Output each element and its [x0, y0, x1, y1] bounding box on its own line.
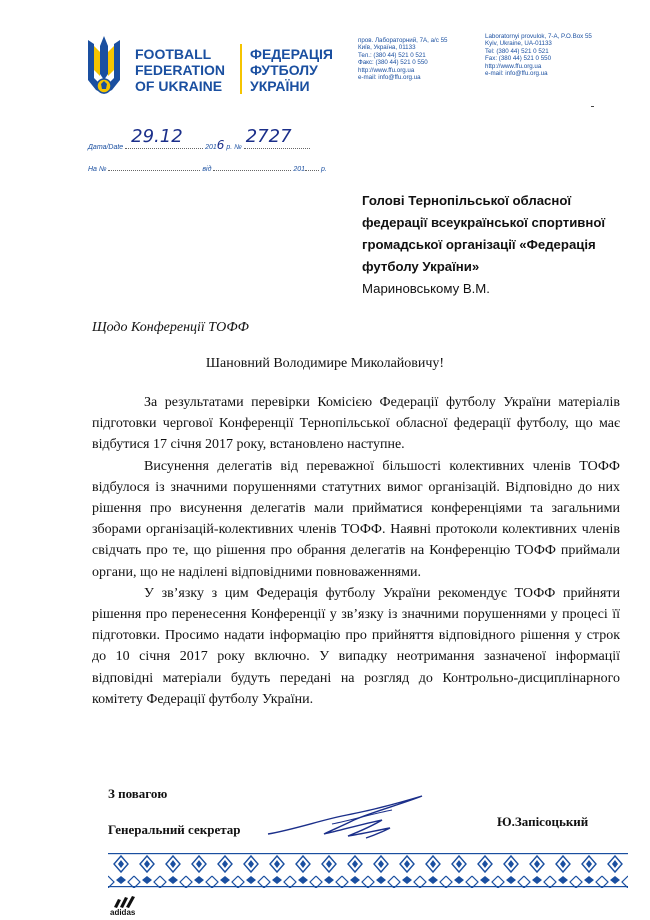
- sponsor-text: adidas: [110, 908, 136, 917]
- address-ukrainian: пров. Лабораторний, 7А, а/с 55 Київ, Україна, 01133 Тел.: (380 44) 521 0 521 Факс: (380 44) 521 0 550 http://www.ffu.org.ua e-mail: info@ffu.org.ua: [358, 37, 448, 82]
- recipient-line: громадської організації «Федерація: [362, 237, 596, 252]
- year-number-label: р. №: [226, 144, 242, 151]
- recipient-line: Голові Тернопільської обласної: [362, 193, 572, 208]
- logo-text-english: FOOTBALL FEDERATION OF UKRAINE: [135, 46, 225, 94]
- letter-subject: Щодо Конференції ТОФФ: [92, 320, 249, 335]
- recipient-line: футболу України»: [362, 259, 480, 274]
- body-paragraph: Висунення делегатів від переважної більшості колективних членів ТОФФ відбулося із значними порушеннями статутних вимог організацій. Відповідно до них рішення про висунення делегатів мали прийматися конференціями та загальними зборами організацій-колективних членів ТОФФ. Наявні протоколи колективних членів свідчать про те, що рішення про обрання делегатів на Конференцію ТОФФ приймали органи, що не наділені відповідними повноваженнями.: [92, 458, 620, 580]
- logo-text-ukrainian: ФЕДЕРАЦІЯ ФУТБОЛУ УКРАЇНИ: [250, 46, 333, 94]
- date-value: 29.12: [131, 126, 183, 147]
- ref-year-suffix: р.: [321, 166, 327, 173]
- embroidery-ornament: [108, 852, 628, 888]
- recipient-line: федерації всеукраїнської спортивної: [362, 215, 606, 230]
- date-label: Дата/Date: [88, 144, 124, 151]
- closing-phrase: З повагою: [108, 786, 168, 801]
- margin-mark: [591, 106, 594, 107]
- number-field: [244, 126, 310, 149]
- ref-year-prefix: 201: [293, 166, 306, 173]
- signer-title: Генеральний секретар: [108, 822, 241, 837]
- handwritten-signature: [262, 790, 452, 850]
- from-label: від: [202, 166, 212, 173]
- ref-number-field: [108, 170, 200, 171]
- logo-divider: [240, 44, 242, 94]
- ref-date-field: [213, 170, 291, 171]
- number-value: 2727: [245, 126, 292, 147]
- ref-year-field: [305, 170, 319, 171]
- signer-name: Ю.Запісоцький: [497, 814, 589, 829]
- ref-label: На №: [88, 166, 107, 173]
- letter-body: [92, 392, 620, 710]
- address-english: Laboratornyi provulok, 7-A, P.O.Box 55 Kyiv, Ukraine, UA-01133 Tel: (380 44) 521 0 521 Fax: (380 44) 521 0 550 http://www.ffu.org.ua e-mail: info@ffu.org.ua: [485, 33, 592, 78]
- body-paragraph: У зв’язку з цим Федерація футболу України рекомендує ТОФФ прийняти рішення про перенесення Конференції у зв’язку із значними порушеннями у процесі її підготовки. Просимо надати інформацію про прийняття відповідного рішення у строк до 10 січня 2017 року включно. У випадку неотримання зазначеної інформації відповідні матеріали будуть передані на розгляд до Контрольно-дисциплінарного комітету Федерації футболу України.: [92, 585, 620, 707]
- ffu-emblem-icon: [84, 34, 124, 100]
- reference-line: [88, 166, 327, 173]
- recipient-name: Мариновському В.М.: [362, 281, 490, 296]
- date-field: [125, 126, 203, 149]
- letter-greeting: Шановний Володимире Миколайовичу!: [205, 356, 445, 371]
- body-paragraph: За результатами перевірки Комісією Федерації футболу України матеріалів підготовки чергової Конференції Тернопільської обласної федерації футболу, що має відбутися 17 січня 2017 року, встановлено наступне.: [92, 395, 620, 453]
- recipient-block: [362, 190, 632, 300]
- date-number-line: [88, 126, 310, 152]
- year-prefix: 201: [205, 144, 217, 151]
- year-value: 6: [216, 138, 225, 152]
